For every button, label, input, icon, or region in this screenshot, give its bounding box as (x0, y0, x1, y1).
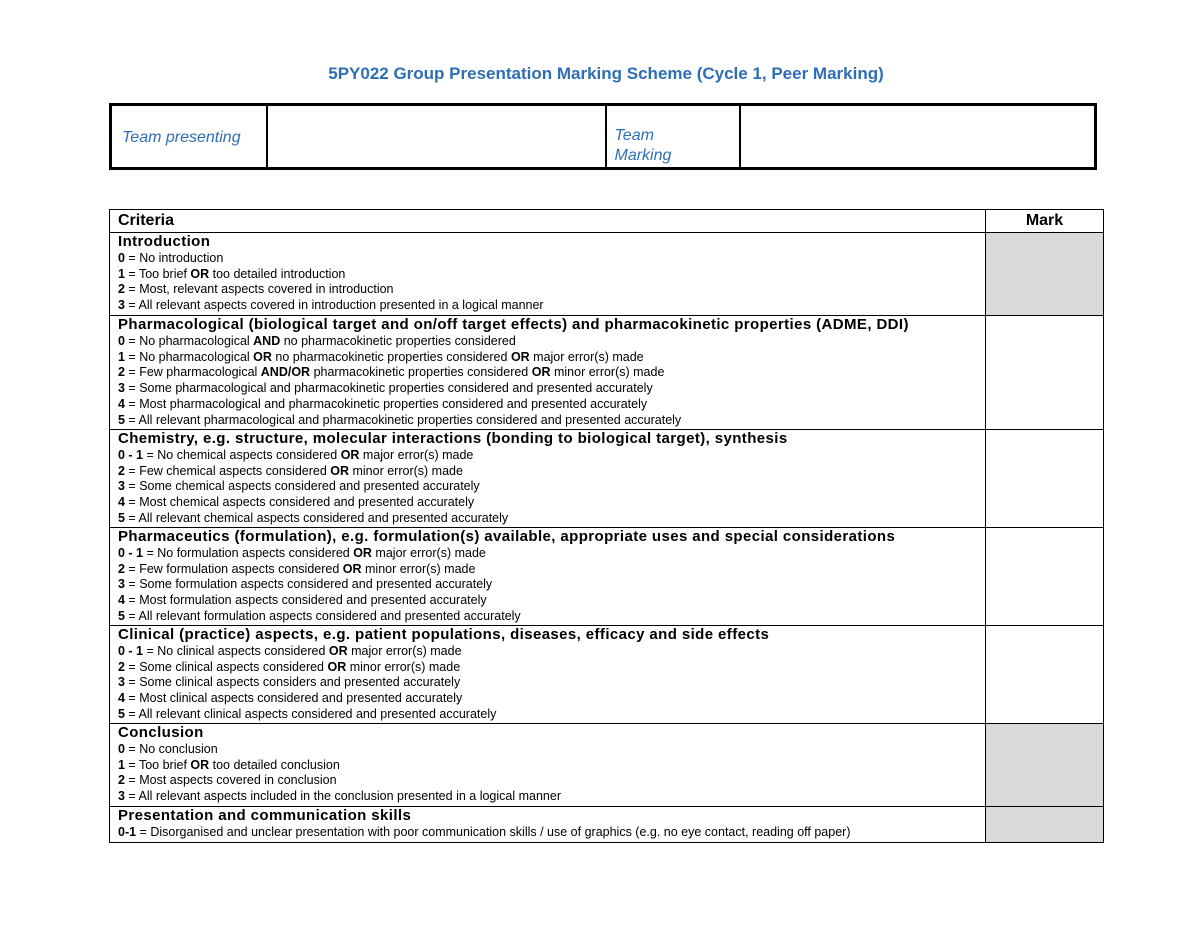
line-text: = Some chemical aspects considered and presented accurately (124, 479, 480, 494)
line-text: = Some clinical aspects considers and presented accurately (124, 675, 461, 690)
criteria-line (118, 562, 985, 578)
mark-cell[interactable] (986, 626, 1104, 724)
criteria-line (118, 282, 985, 298)
criteria-line (118, 758, 985, 774)
score-value: 4 (118, 495, 125, 510)
criteria-line (118, 267, 985, 283)
criteria-row (110, 316, 1104, 430)
criteria-cell (110, 316, 986, 430)
score-value: 3 (118, 789, 125, 804)
line-text: minor error(s) made (550, 365, 665, 380)
line-text: = Some pharmacological and pharmacokinetic properties considered and presented accurately (124, 381, 653, 396)
score-value: 1 (118, 349, 125, 364)
line-text: minor error(s) made (361, 561, 476, 576)
score-value: 2 (118, 659, 125, 674)
section-title: Clinical (practice) aspects, e.g. patient populations, diseases, efficacy and side effects (118, 626, 770, 643)
criteria-line (118, 479, 985, 495)
line-text: = All relevant pharmacological and pharmacokinetic properties considered and presented accurately (124, 412, 682, 427)
criteria-line (118, 609, 985, 625)
mark-cell[interactable] (986, 807, 1104, 843)
line-text: major error(s) made (347, 644, 462, 658)
score-value: 3 (118, 675, 125, 690)
team-presenting-label (111, 105, 267, 169)
score-value: 2 (118, 773, 125, 788)
criteria-line (118, 464, 985, 480)
line-text: major error(s) made (371, 546, 486, 560)
mark-cell[interactable] (986, 233, 1104, 316)
score-value: 0-1 (118, 825, 137, 839)
line-text: too detailed conclusion (209, 757, 340, 772)
line-text: = Few pharmacological (124, 365, 261, 380)
mark-header: Mark (986, 210, 1104, 233)
criteria-line (118, 691, 985, 707)
score-value: 2 (118, 365, 125, 380)
criteria-line (118, 577, 985, 593)
line-text: = No chemical aspects considered (143, 448, 341, 462)
score-value: 2 (118, 561, 125, 576)
emphasis-text: AND/OR (260, 365, 311, 380)
score-value: 4 (118, 691, 125, 706)
section-title: Pharmaceutics (formulation), e.g. formulation(s) available, appropriate uses and special considerations (118, 528, 896, 545)
line-text: = Most chemical aspects considered and presented accurately (124, 495, 475, 510)
criteria-line (118, 448, 985, 464)
mark-cell[interactable] (986, 316, 1104, 430)
criteria-line (118, 334, 985, 350)
score-value: 0 (118, 742, 125, 756)
score-value: 5 (118, 510, 125, 525)
line-text: = Most clinical aspects considered and presented accurately (124, 691, 463, 706)
emphasis-text: OR (328, 644, 348, 658)
mark-cell[interactable] (986, 528, 1104, 626)
line-text: = All relevant clinical aspects considered and presented accurately (124, 706, 497, 721)
section-title: Chemistry, e.g. structure, molecular interactions (bonding to biological target), synthesis (118, 430, 788, 447)
criteria-line (118, 365, 985, 381)
score-value: 3 (118, 479, 125, 494)
score-value: 2 (118, 463, 125, 478)
score-value: 0 - 1 (118, 546, 144, 560)
score-value: 0 - 1 (118, 448, 144, 462)
score-value: 4 (118, 396, 125, 411)
line-text: too detailed introduction (209, 266, 346, 281)
line-text: = Too brief (124, 266, 191, 281)
score-value: 0 (118, 334, 125, 348)
mark-cell[interactable] (986, 430, 1104, 528)
criteria-line (118, 644, 985, 660)
team-marking-field[interactable] (740, 105, 1096, 169)
criteria-line (118, 397, 985, 413)
line-text: no pharmacokinetic properties considered (271, 349, 511, 364)
mark-cell[interactable] (986, 724, 1104, 807)
line-text: minor error(s) made (349, 463, 463, 478)
criteria-line (118, 660, 985, 676)
criteria-line (118, 707, 985, 723)
line-text: = Most pharmacological and pharmacokinetic properties considered and presented accurately (124, 396, 648, 411)
criteria-row (110, 807, 1104, 843)
line-text: = Most, relevant aspects covered in introduction (124, 282, 394, 297)
criteria-line (118, 546, 985, 562)
criteria-cell (110, 528, 986, 626)
score-value: 1 (118, 757, 125, 772)
criteria-cell (110, 430, 986, 528)
line-text: pharmacokinetic properties considered (310, 365, 532, 380)
criteria-line (118, 251, 985, 267)
emphasis-text: OR (190, 266, 210, 281)
emphasis-text: AND (253, 334, 281, 348)
line-text: = Few chemical aspects considered (124, 463, 331, 478)
emphasis-text: OR (340, 448, 360, 462)
line-text: = No introduction (124, 251, 224, 265)
line-text: = All relevant aspects covered in introduction presented in a logical manner (124, 298, 544, 313)
line-text: = All relevant formulation aspects considered and presented accurately (124, 608, 521, 623)
section-title: Presentation and communication skills (118, 807, 412, 824)
score-value: 4 (118, 593, 125, 608)
criteria-cell (110, 724, 986, 807)
score-value: 3 (118, 298, 125, 313)
line-text: = No pharmacological (124, 349, 254, 364)
score-value: 1 (118, 266, 125, 281)
section-title: Conclusion (118, 724, 204, 741)
criteria-row (110, 233, 1104, 316)
score-value: 0 (118, 251, 125, 265)
line-text: = No pharmacological (124, 334, 254, 348)
criteria-line (118, 495, 985, 511)
section-title: Introduction (118, 233, 211, 250)
criteria-line (118, 742, 985, 758)
score-value: 3 (118, 577, 125, 592)
criteria-line (118, 350, 985, 366)
line-text: = No clinical aspects considered (143, 644, 329, 658)
line-text: = All relevant chemical aspects considered and presented accurately (124, 510, 509, 525)
team-marking-label-line1: Team (614, 127, 654, 144)
score-value: 3 (118, 381, 125, 396)
emphasis-text: OR (327, 659, 347, 674)
criteria-row (110, 724, 1104, 807)
criteria-row (110, 430, 1104, 528)
line-text: minor error(s) made (346, 659, 461, 674)
line-text: = No conclusion (124, 742, 218, 756)
score-value: 0 - 1 (118, 644, 144, 658)
emphasis-text: OR (342, 561, 362, 576)
emphasis-text: OR (353, 546, 372, 560)
score-value: 5 (118, 608, 125, 623)
criteria-line (118, 773, 985, 789)
line-text: = Some clinical aspects considered (124, 659, 328, 674)
line-text: major error(s) made (529, 349, 644, 364)
team-marking-label (606, 105, 740, 169)
emphasis-text: OR (330, 463, 350, 478)
team-presenting-field[interactable] (267, 105, 606, 169)
criteria-cell (110, 807, 986, 843)
line-text: = Some formulation aspects considered and presented accurately (124, 577, 493, 592)
emphasis-text: OR (253, 349, 272, 364)
line-text: = Most aspects covered in conclusion (124, 773, 337, 788)
criteria-line (118, 675, 985, 691)
criteria-header: Criteria (110, 210, 986, 233)
criteria-cell (110, 626, 986, 724)
criteria-line (118, 413, 985, 429)
line-text: no pharmacokinetic properties considered (280, 334, 516, 348)
team-marking-label-line2: Marking (614, 147, 672, 164)
criteria-cell (110, 233, 986, 316)
section-title: Pharmacological (biological target and on/off target effects) and pharmacokinetic properties (ADME, DDI) (118, 316, 909, 333)
team-info-table (109, 103, 1097, 170)
line-text: = Disorganised and unclear presentation with poor communication skills / use of graphics (e.g. no eye contact, reading off paper) (136, 825, 851, 839)
criteria-line (118, 593, 985, 609)
criteria-row (110, 626, 1104, 724)
line-text: = No formulation aspects considered (143, 546, 354, 560)
criteria-line (118, 511, 985, 527)
line-text: = Too brief (124, 757, 191, 772)
team-presenting-label-text: Team presenting (122, 129, 241, 146)
score-value: 2 (118, 282, 125, 297)
score-value: 5 (118, 412, 125, 427)
score-value: 5 (118, 706, 125, 721)
line-text: = Few formulation aspects considered (124, 561, 343, 576)
line-text: = Most formulation aspects considered and presented accurately (124, 593, 487, 608)
line-text: = All relevant aspects included in the conclusion presented in a logical manner (124, 789, 561, 804)
emphasis-text: OR (190, 757, 210, 772)
line-text: major error(s) made (359, 448, 474, 462)
emphasis-text: OR (510, 349, 530, 364)
criteria-table (109, 209, 1104, 843)
criteria-line (118, 825, 985, 841)
criteria-row (110, 528, 1104, 626)
criteria-line (118, 381, 985, 397)
page-title: 5PY022 Group Presentation Marking Scheme (Cycle 1, Peer Marking) (328, 64, 884, 83)
criteria-line (118, 789, 985, 805)
emphasis-text: OR (531, 365, 551, 380)
criteria-line (118, 298, 985, 314)
